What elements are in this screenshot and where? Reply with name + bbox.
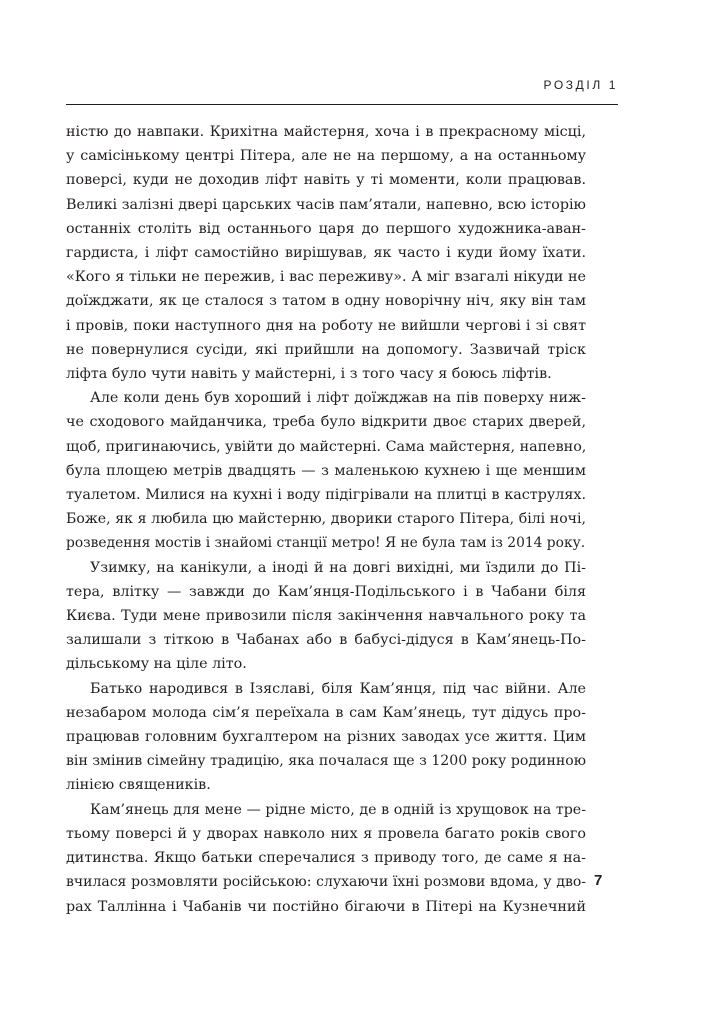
text-line: «Кого я тільки не пережив, і вас переживу». А міг взагалі нікуди не <box>66 269 586 286</box>
text-line: рах Таллінна і Чабанів чи постійно бігаючи в Пітері на Кузнечний <box>66 898 586 915</box>
paragraph <box>66 677 586 798</box>
page-number: 7 <box>594 872 603 889</box>
text-line: у самісінькому центрі Пітера, але не на першому, а на останньому <box>66 148 586 165</box>
text-line: залишали з тіткою в Чабанах або в бабусі-дідуся в Кам’янець-По- <box>66 632 586 649</box>
running-header: РОЗДІЛ 1 <box>543 78 618 92</box>
paragraph <box>66 556 586 677</box>
text-line: дільському на ціле літо. <box>66 656 247 673</box>
paragraph <box>66 386 586 555</box>
text-line: гардиста, і ліфт самостійно вирішував, як часто і куди йому їхати. <box>66 245 586 262</box>
text-line: ністю до навпаки. Крихітна майстерня, хоча і в прекрасному місці, <box>66 124 586 140</box>
text-line: розведення мостів і знайомі станції метро! Я не була там із 2014 року. <box>66 535 586 552</box>
text-line: дитинства. Якщо батьки сперечалися з приводу того, де саме я на- <box>66 850 586 867</box>
text-line: поверсі, куди не доходив ліфт навіть у ті моменти, коли працював. <box>66 172 586 189</box>
text-line: Кам’янець для мене — рідне місто, де в одній із хрущовок на тре- <box>90 801 586 818</box>
text-line: незабаром молода сім’я переїхала в сам Кам’янець, тут дідусь про- <box>66 704 586 721</box>
text-line: ліфта було чути навіть у майстерні, і з того часу я боюсь ліфтів. <box>66 366 552 383</box>
text-line: лінією священиків. <box>66 777 211 794</box>
text-line: тьому поверсі й у дворах навколо них я провела багато років свого <box>66 825 586 842</box>
text-line: щоб, пригинаючись, увійти до майстерні. Сама майстерня, напевно, <box>66 438 587 455</box>
text-line: і провів, поки наступного дня на роботу не вийшли чергові і зі свят <box>66 317 586 334</box>
body-text <box>66 120 586 919</box>
text-line: Батько народився в Ізяславі, біля Кам’янця, під час війни. Але <box>90 680 586 697</box>
paragraph <box>66 798 586 919</box>
header-divider <box>66 104 618 105</box>
text-line: Києва. Туди мене привозили після закінчення навчального року та <box>66 608 586 625</box>
text-line: Але коли день був хороший і ліфт доїжджав на пів поверху ниж- <box>90 390 586 407</box>
text-line: останніх століть від останнього царя до першого художника-аван- <box>66 220 586 237</box>
text-line: доїжджати, як це сталося з татом в одну новорічну ніч, яку він там <box>66 293 586 310</box>
text-line: він змінив сімейну традицію, яка почалася ще з 1200 року родинною <box>66 753 586 770</box>
text-line: працював головним бухгалтером на різних заводах усе життя. Цим <box>66 729 586 746</box>
text-line: не повернулися сусіди, які прийшли на допомогу. Зазвичай тріск <box>66 341 586 358</box>
text-line: че сходового майданчика, треба було відкрити двоє старих дверей, <box>66 414 586 431</box>
text-line: Боже, як я любила цю майстерню, дворики старого Пітера, білі ночі, <box>66 511 586 528</box>
text-line: була площею метрів двадцять — з маленькою кухнею і ще меншим <box>66 462 586 479</box>
paragraph <box>66 120 586 386</box>
text-line: Узимку, на канікули, а іноді й на довгі вихідні, ми їздили до Пі- <box>90 559 586 576</box>
text-line: Великі залізні двері царських часів пам’ятали, напевно, всю історію <box>66 196 586 213</box>
text-line: тера, влітку — завжди до Кам’янця-Подільського і в Чабани біля <box>66 583 586 600</box>
text-line: туалетом. Милися на кухні і воду підігрівали на плитці в каструлях. <box>66 487 586 504</box>
text-line: вчилася розмовляти російською: слухаючи їхні розмови вдома, у дво- <box>66 874 586 891</box>
